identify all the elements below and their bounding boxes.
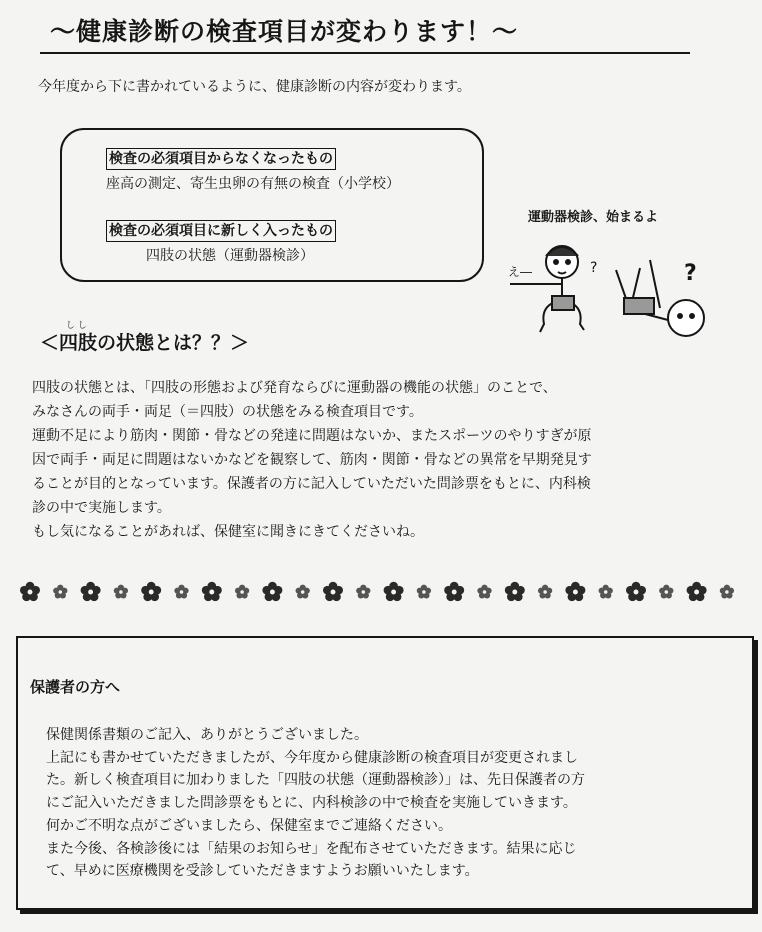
section-ruby: し し (66, 321, 87, 331)
section-line: みなさんの両手・両足（＝四肢）の状態をみる検査項目です。 (32, 404, 423, 420)
flower-icon (417, 585, 431, 599)
notice-line: た。新しく検査項目に加わりました「四肢の状態（運動器検診）」は、先日保護者の方 (46, 772, 585, 789)
flower-icon (687, 582, 707, 601)
flower-icon (477, 585, 491, 599)
flower-icon (81, 582, 101, 601)
flower-icon (505, 582, 525, 601)
section-line: もし気になることがあれば、保健室に聞きにきてくださいね。 (32, 524, 424, 540)
notice-line: にご記入いただきました問診票をもとに、内科検診の中で検査を実施していきます。 (46, 795, 577, 812)
intro-text: 今年度から下に書かれているように、健康診断の内容が変わります。 (38, 79, 471, 95)
flower-icon (20, 582, 40, 601)
squatting-child-figure (510, 246, 584, 332)
flower-icon (323, 582, 343, 601)
flower-icon (538, 585, 552, 599)
question-mark-large: ? (684, 261, 697, 286)
section-line: 因で両手・両足に問題はないかなどを観察して、筋肉・関節・骨などの異常を早期発見す (32, 452, 592, 468)
notice-heading: 保護者の方へ (30, 678, 121, 696)
flower-icon (565, 582, 585, 601)
section-line: 運動不足により筋肉・関節・骨などの発達に問題はないか、またスポーツのやりすぎが原 (32, 428, 592, 444)
section-line: 四肢の状態とは、「四肢の形態および発育ならびに運動器の機能の状態」のことで、 (32, 380, 557, 396)
notice-line: 何かご不明な点がございましたら、保健室までご連絡ください。 (46, 817, 452, 834)
speech-text: え― (508, 265, 533, 279)
flower-icon (114, 585, 128, 599)
added-text: 四肢の状態（運動器検診） (146, 248, 314, 264)
section-line: ることが目的となっています。保護者の方に記入していただいた問診票をもとに、内科検 (32, 476, 591, 492)
section-paragraph (32, 376, 737, 544)
flower-icon (174, 585, 188, 599)
changes-box (60, 128, 484, 282)
flower-icon (235, 585, 249, 599)
notice-line: て、早めに医療機関を受診していただきますようお願いいたします。 (46, 863, 479, 880)
section-heading-text: ＜四肢の状態とは？？＞ (40, 332, 250, 354)
notice-body (46, 724, 746, 883)
section-heading (40, 321, 250, 355)
page-title: ～健康診断の検査項目が変わります！～ (40, 12, 690, 54)
exercise-illustration (500, 200, 740, 360)
notice-line: また今後、各検診後には「結果のお知らせ」を配布させていただきます。結果に応じ (46, 840, 577, 857)
flower-icon (53, 585, 67, 599)
flower-icon (262, 582, 282, 601)
notice-line: 上記にも書かせていただきましたが、今年度から健康診断の検査項目が変更されまし (46, 749, 578, 766)
flower-icon (202, 582, 222, 601)
flower-icon (384, 582, 404, 601)
flower-icon (626, 582, 646, 601)
illustration-caption: 運動器検診、始まるよ (528, 210, 659, 225)
flower-icon (296, 585, 310, 599)
notice-line: 保健関係書類のご記入、ありがとうございました。 (46, 727, 368, 743)
flower-icon (141, 582, 161, 601)
section-line: 診の中で実施します。 (32, 500, 171, 516)
notice-box (16, 636, 754, 910)
flower-icon (599, 585, 613, 599)
flower-icon (720, 585, 734, 599)
added-heading: 検査の必須項目に新しく入ったもの (106, 220, 336, 242)
flower-icon (444, 582, 464, 601)
question-mark-small: ? (590, 260, 598, 276)
removed-text: 座高の測定、寄生虫卵の有無の検査（小学校） (106, 176, 400, 192)
flower-icon (659, 585, 673, 599)
removed-heading: 検査の必須項目からなくなったもの (106, 148, 336, 170)
flower-divider (16, 572, 746, 612)
flower-icon (356, 585, 370, 599)
